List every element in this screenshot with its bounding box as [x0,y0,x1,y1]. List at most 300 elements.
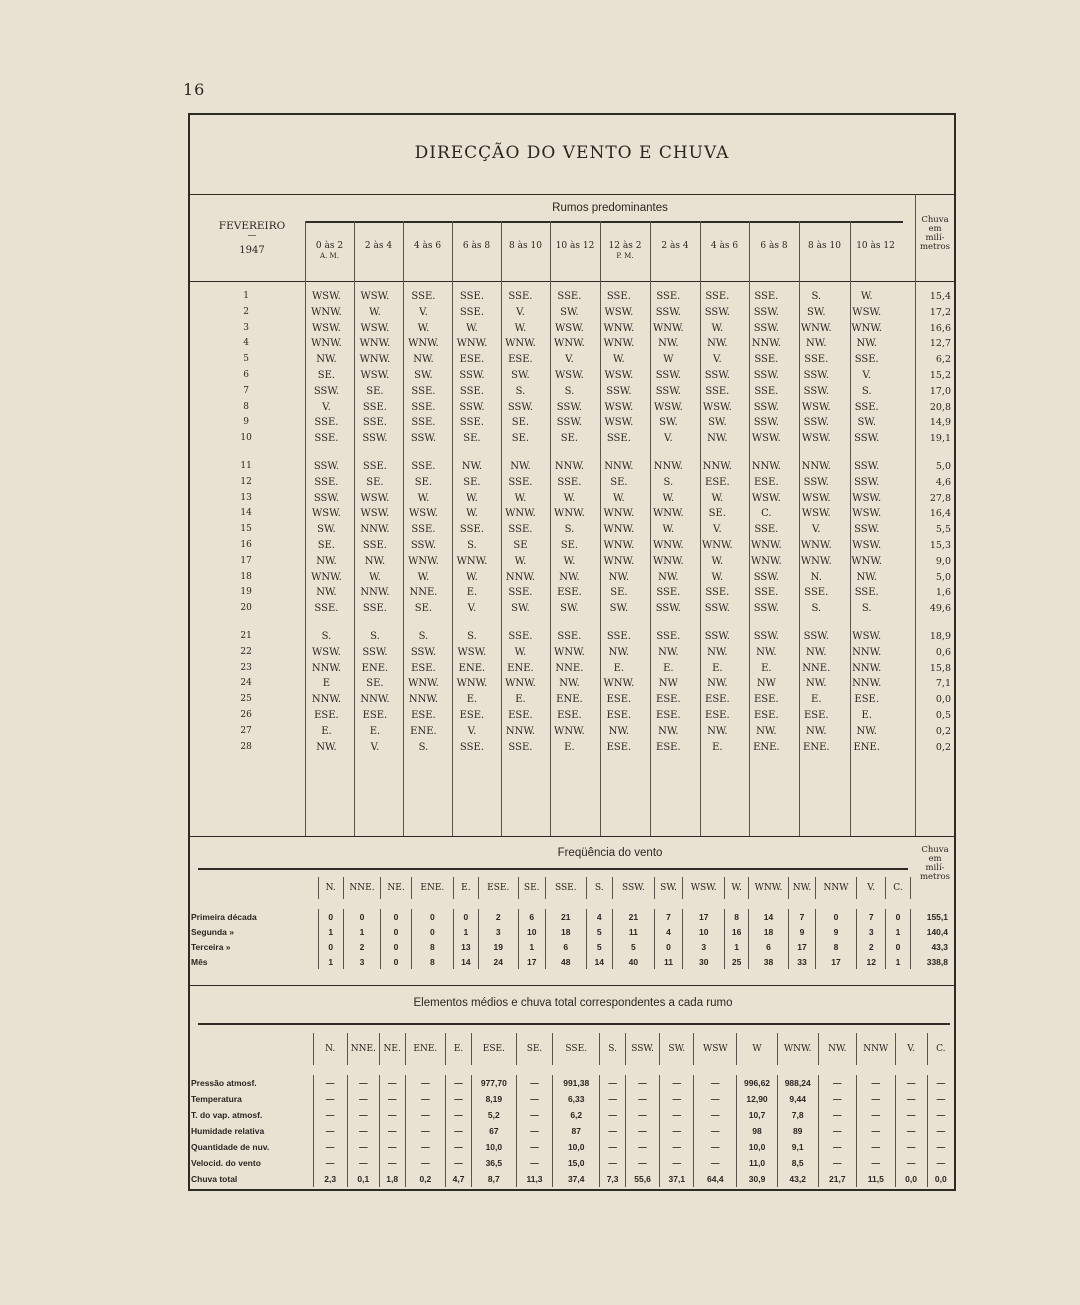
direction-cell: NW. [707,725,728,737]
direction-cell: SSE. [459,741,484,753]
day-cell: 12 [240,476,252,487]
freq-header: NE. [381,877,411,899]
elem-cell: — [405,1107,446,1123]
period-header: 2 às 4 [661,241,689,251]
freq-header: S. [586,877,612,899]
direction-cell: V. [811,524,821,536]
direction-cell: SSW. [854,433,880,445]
direction-cell: NNW. [554,460,585,472]
freq-cell: 5 [612,939,654,954]
freq-cell: 33 [789,954,816,969]
direction-cell: ESE. [411,709,436,721]
freq-header: SSW. [612,877,654,899]
direction-cell: NNW. [852,678,882,690]
freq-cell: 0 [411,909,453,924]
direction-cell: SW. [511,603,530,615]
freq-header: WNW. [748,877,788,899]
elem-cell: — [625,1107,659,1123]
elem-cell: — [446,1123,472,1139]
elem-cell: 0,0 [895,1171,927,1187]
direction-cell: SSW. [803,385,829,397]
freq-cell: 48 [545,954,586,969]
freq-cell: 1 [518,939,545,954]
direction-cell: ESE. [411,662,436,674]
direction-cell: SE. [414,476,433,488]
elem-cell: 12,90 [737,1091,778,1107]
direction-cell: SSE. [854,401,879,413]
elem-brace [198,1023,950,1025]
rain-cell: 155,1 [910,909,954,924]
direction-cell: NW. [658,725,679,737]
direction-cell: NNW. [360,524,390,536]
direction-cell: SSW. [655,306,681,318]
freq-cell: 6 [748,939,788,954]
direction-cell: WNW. [408,338,439,350]
direction-cell: ENE. [507,662,534,674]
direction-cell: ESE. [459,709,485,721]
direction-cell: WSW. [852,306,882,318]
direction-cell: SSW. [410,646,437,658]
elem-cell: — [379,1123,405,1139]
direction-cell: SSE. [606,433,631,445]
col-line [452,221,453,836]
direction-cell: NW. [856,571,877,583]
row-label: Primeira década [191,911,257,922]
direction-cell: SSW. [507,401,534,413]
direction-cell: SSE. [411,291,436,302]
direction-cell: E [322,678,331,690]
elem-cell: — [446,1091,472,1107]
direction-cell: S. [418,741,429,753]
direction-cell: SSW. [362,433,388,445]
direction-cell: NNW. [751,338,781,350]
elem-cell: — [895,1107,927,1123]
elem-header: WNW. [777,1033,818,1065]
freq-header: NW. [789,877,816,899]
direction-cell: W. [711,322,724,334]
freq-cell: 7 [655,909,683,924]
direction-cell: SSE. [508,741,533,753]
direction-cell: V. [862,369,872,381]
direction-cell: NNW. [311,662,342,674]
elem-cell: — [857,1139,896,1155]
direction-cell: W. [613,354,625,366]
direction-cell: SSE. [411,460,436,472]
direction-cell: SSW. [704,306,730,318]
elem-cell: — [660,1155,694,1171]
direction-cell: E. [613,662,625,674]
direction-cell: NNW. [653,460,683,472]
elem-cell: 89 [777,1123,818,1139]
freq-cell: 40 [612,954,654,969]
freq-cell: 14 [586,954,612,969]
direction-cell: NNW. [505,571,536,583]
direction-cell: WSW. [360,369,390,381]
row-label: Terceira » [191,941,231,952]
elem-cell: 8,19 [471,1091,516,1107]
direction-cell: WSW. [801,401,831,413]
rain-cell: 4,6 [935,476,951,488]
freq-cell: 0 [343,909,381,924]
direction-cell: ESE. [705,694,730,706]
direction-cell: NNW. [852,646,882,658]
col-line [749,221,750,836]
elem-cell: 67 [471,1123,516,1139]
direction-cell: SSW. [655,369,681,381]
direction-cell: W. [711,555,724,567]
direction-cell: SSE. [557,291,582,302]
rain-cell: 5,0 [935,571,951,583]
direction-cell: W. [514,555,527,567]
freq-cell: 8 [815,939,856,954]
direction-cell: SSW. [313,460,340,472]
direction-cell: SE [513,539,528,551]
freq-cell: 0 [381,939,411,954]
elem-cell: — [818,1107,857,1123]
elem-cell: 6,2 [553,1107,600,1123]
direction-cell: V. [664,433,673,445]
freq-cell: 1 [886,954,911,969]
elem-cell: 9,1 [777,1139,818,1155]
freq-header: ENE. [411,877,453,899]
direction-cell: V. [565,354,574,366]
direction-cell: WSW. [312,508,341,520]
period-header: 0 às 2 A. M. [315,241,344,260]
elem-cell: — [516,1107,552,1123]
elem-cell: — [660,1139,694,1155]
direction-cell: E. [515,694,526,706]
row-label: T. do vap. atmosf. [191,1110,263,1120]
elem-cell: 11,3 [516,1171,552,1187]
freq-cell: 8 [411,954,453,969]
direction-cell: NW. [316,555,337,567]
elem-cell: — [857,1107,896,1123]
direction-cell: SE. [366,678,384,690]
freq-cell: 12 [857,954,886,969]
direction-cell: W. [466,492,478,504]
day-cell: 3 [243,322,249,333]
direction-cell: SE. [708,508,727,520]
elem-cell: — [405,1091,446,1107]
freq-cell: 5 [586,924,612,939]
elem-cell: — [313,1107,347,1123]
direction-cell: V. [419,306,428,318]
direction-cell: SSE. [411,385,436,397]
dash: — [247,231,257,241]
elem-cell: 98 [737,1123,778,1139]
direction-cell: NW. [364,555,386,567]
freq-cell: 21 [545,909,586,924]
rain-cell: 20,8 [929,401,951,413]
day-cell: 19 [240,587,252,598]
direction-cell: SE. [366,385,384,397]
elem-cell: 10,0 [471,1139,516,1155]
rain-cell: 19,1 [929,433,951,445]
day-cell: 16 [240,539,252,550]
rumos-brace [305,221,903,223]
row-label: Temperatura [191,1094,242,1104]
direction-cell: SSE. [854,587,879,599]
row-label: Pressão atmosf. [191,1078,257,1088]
direction-cell: SW. [511,369,530,381]
elem-header: SSW. [625,1033,659,1065]
direction-cell: E. [321,725,332,737]
elem-cell: — [313,1123,347,1139]
direction-cell: SSE. [362,539,387,551]
elem-cell: 11,0 [737,1155,778,1171]
freq-cell: 6 [545,939,586,954]
direction-cell: WSW. [604,369,634,381]
table-row [190,1171,954,1187]
row-label: Velocid. do vento [191,1158,261,1168]
direction-cell: SSE. [754,587,779,599]
direction-cell: WNW. [800,555,832,567]
direction-cell: SSE. [508,524,533,536]
direction-cell: NW. [316,587,337,599]
direction-cell: SW. [560,603,579,615]
rain-cell: 0,6 [935,646,951,658]
direction-cell: NNW. [801,460,831,472]
elem-cell: — [379,1155,405,1171]
elem-cell: — [895,1139,927,1155]
elem-cell: — [347,1123,379,1139]
direction-cell: NNW. [852,662,882,674]
direction-cell: SSW. [753,603,779,615]
direction-cell: WSW. [852,539,882,551]
direction-cell: WSW. [604,306,634,318]
elem-cell: 43,2 [777,1171,818,1187]
direction-cell: V. [516,306,525,318]
direction-cell: SSW. [803,630,829,642]
day-cell: 18 [240,571,252,582]
direction-cell: NW. [316,354,337,366]
elem-header: ESE. [471,1033,516,1065]
direction-cell: W. [466,322,478,334]
table-row [190,1155,954,1171]
col-line [403,221,404,836]
direction-cell: WNW. [311,306,342,318]
elem-cell: — [927,1139,954,1155]
direction-cell: SE. [414,603,433,615]
table-row [190,924,954,939]
direction-cell: SSE. [656,291,681,302]
elem-cell: 4,7 [446,1171,472,1187]
elem-cell: 6,33 [553,1091,600,1107]
direction-cell: SSE. [508,476,533,488]
direction-cell: ESE. [606,741,632,753]
direction-cell: SSE. [314,603,339,615]
elem-cell: — [625,1075,659,1091]
direction-cell: ENE. [410,725,437,737]
direction-cell: SSW. [556,401,583,413]
direction-cell: NW. [806,725,827,737]
direction-cell: WNW. [800,322,832,334]
elem-cell: — [600,1155,626,1171]
direction-cell: W [663,354,674,366]
freq-cell: 8 [411,939,453,954]
direction-cell: WSW. [801,433,831,445]
rain-cell: 14,9 [929,417,951,429]
direction-cell: WSW. [312,291,341,302]
direction-cell: NW. [658,571,679,583]
direction-cell: SE. [610,476,628,488]
elem-cell: — [347,1155,379,1171]
elem-cell: 8,7 [471,1171,516,1187]
direction-cell: NW. [806,338,827,350]
direction-cell: SSW. [313,492,340,504]
direction-cell: SSE. [508,630,533,642]
freq-rain-header: Chuva em milí- metros [919,845,951,882]
direction-cell: WSW. [360,291,390,302]
col-line [915,194,916,836]
elem-cell: 11,5 [857,1171,896,1187]
elem-cell: — [516,1123,552,1139]
elem-header: WSW [694,1033,737,1065]
freq-cell: 7 [857,909,886,924]
direction-cell: SSW. [704,630,730,642]
elem-cell: 8,5 [777,1155,818,1171]
elem-header: E. [446,1033,472,1065]
direction-cell: NW. [510,460,531,472]
elem-cell: — [694,1123,737,1139]
rain-cell: 5,0 [935,460,951,472]
period-header: 12 às 2 P. M. [608,241,642,260]
period-header: 10 às 12 [555,241,595,251]
direction-cell: V. [713,354,722,366]
freq-cell: 2 [857,939,886,954]
elem-cell: — [405,1155,446,1171]
rumos-title: Rumos predominantes [552,202,668,214]
direction-cell: SSE. [754,291,779,302]
freq-header: SSE. [545,877,586,899]
rain-cell: 9,0 [935,555,951,567]
direction-cell: W. [369,306,381,318]
freq-header: NNE. [343,877,381,899]
direction-cell: WNW. [603,539,635,551]
freq-cell: 14 [748,909,788,924]
direction-cell: V. [713,524,722,536]
direction-cell: E. [712,662,723,674]
direction-cell: SSE. [705,385,730,397]
elem-cell: — [446,1107,472,1123]
direction-cell: NW. [856,338,877,350]
elem-cell: — [927,1075,954,1091]
direction-cell: SSE. [362,417,387,429]
freq-cell: 9 [789,924,816,939]
direction-cell: WSW. [751,492,781,504]
elem-cell: — [625,1139,659,1155]
elem-cell: 996,62 [737,1075,778,1091]
direction-cell: WNW. [800,539,832,551]
direction-cell: NNW. [505,725,536,737]
elem-cell: — [313,1139,347,1155]
direction-cell: ESE. [557,709,582,721]
direction-cell: ENE. [753,741,780,753]
direction-cell: SSW. [655,603,681,615]
direction-cell: ESE. [508,709,533,721]
page-number: 16 [183,80,206,99]
day-cell: 13 [240,492,252,503]
direction-cell: NW. [707,646,728,658]
day-cell: 14 [240,508,252,519]
direction-cell: NW. [461,460,483,472]
direction-cell: ENE. [853,741,880,753]
direction-cell: SSE. [411,524,436,536]
direction-cell: SSE. [362,603,387,615]
direction-cell: SSW. [753,401,779,413]
freq-cell: 0 [454,909,479,924]
rain-cell: 27,8 [929,492,951,504]
direction-cell: WNW. [851,555,883,567]
freq-cell: 8 [725,909,748,924]
freq-cell: 11 [655,954,683,969]
direction-cell: NW. [806,678,827,690]
freq-cell: 19 [478,939,518,954]
freq-header: WSW. [682,877,724,899]
rain-cell: 15,8 [929,662,951,674]
direction-cell: SE. [317,369,336,381]
wind-frequency-table [190,877,954,969]
period-header: 2 às 4 [364,241,393,251]
direction-cell: SSW. [854,524,880,536]
direction-cell: NW. [413,354,434,366]
direction-cell: SE. [560,433,579,445]
direction-cell: SSW. [362,646,388,658]
elem-cell: — [895,1075,927,1091]
elem-cell: — [600,1139,626,1155]
direction-cell: WSW. [360,322,390,334]
direction-cell: S. [861,603,872,615]
direction-cell: NNE. [802,662,831,674]
direction-cell: SSW. [753,369,779,381]
elem-cell: — [694,1155,737,1171]
freq-cell: 17 [815,954,856,969]
direction-cell: E. [712,741,723,753]
direction-cell: NNW. [360,694,390,706]
elem-cell: — [927,1123,954,1139]
direction-cell: SE. [610,587,628,599]
direction-cell: SW. [807,306,826,318]
direction-cell: SE. [463,476,481,488]
direction-cell: W. [514,646,527,658]
freq-cell: 2 [478,909,518,924]
direction-cell: NNW. [702,460,732,472]
direction-cell: WNW. [311,571,342,583]
direction-cell: WNW. [456,555,488,567]
direction-cell: SSE. [606,630,631,642]
freq-cell: 11 [612,924,654,939]
freq-cell: 1 [454,924,479,939]
elem-cell: — [405,1123,446,1139]
table-row [190,1123,954,1139]
direction-cell: E. [861,709,872,721]
direction-cell: WNW. [554,646,585,658]
direction-cell: SSE. [656,630,681,642]
rain-cell: 338,8 [910,954,954,969]
day-cell: 8 [243,401,249,412]
direction-cell: NW [756,678,776,690]
direction-cell: SW. [317,524,336,536]
freq-header: SE. [518,877,545,899]
col-line [305,221,306,836]
elem-header: SSE. [553,1033,600,1065]
direction-cell: SSW. [704,369,730,381]
freq-cell: 24 [478,954,518,969]
direction-cell: WNW. [652,539,684,551]
elem-cell: — [600,1123,626,1139]
day-cell: 5 [243,354,249,365]
direction-cell: W. [613,492,625,504]
